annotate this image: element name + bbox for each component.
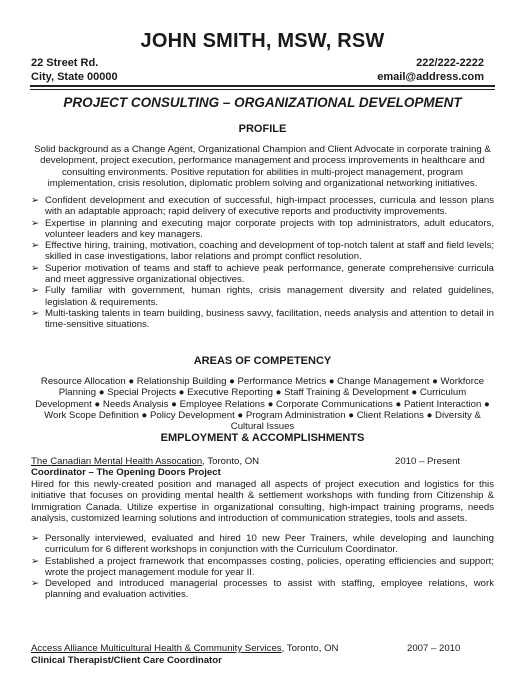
- arrow-bullet-icon: ➢: [31, 262, 40, 274]
- profile-heading: PROFILE: [238, 123, 287, 135]
- job-header: [31, 643, 494, 654]
- header-rule-top: [30, 85, 495, 87]
- job-description: Hired for this newly-created position and managed all aspects of project execution and logistics for this initiative that focuses on providing mental health & settlement workshops with funding from Citizenship & Immigration Canada. Utilize expertise in organizational consulting, high-impact training programs, needs analysis, customized learning solutions and introduction of communication strategies, tools and assets.: [31, 479, 494, 524]
- competency-list: Resource Allocation ● Relationship Building ● Performance Metrics ● Change Management ● Workforce Planning ● Special Projects ● Executive Reporting ● Staff Training & Development ● Curriculum Development ● Needs Analysis ● Employee Relations ● Corporate Communications ● Patient Interaction ● Work Scope Definition ● Policy Development ● Program Administration ● Client Relations ● Diversity & Cultural Issues: [35, 376, 490, 433]
- list-item: ➢ Established a project framework that encompasses costing, policies, operating efficiencies and support; wrote the project management module for year II.: [31, 555, 494, 578]
- phone-number: 222/222-2222: [416, 57, 484, 69]
- list-item: ➢ Developed and introduced managerial processes to assist with staffing, employee relations, work planning and evaluation activities.: [31, 578, 494, 601]
- job-title: Clinical Therapist/Client Care Coordinator: [31, 655, 222, 666]
- list-item: ➢ Confident development and execution of successful, high-impact processes, curricula and lesson plans with an adaptable approach; rapid delivery of executive reports and productivity improvements.: [31, 195, 494, 218]
- email-address: email@address.com: [377, 71, 484, 83]
- competency-heading: AREAS OF COMPETENCY: [193, 355, 332, 367]
- employer-location: , Toronto, ON: [281, 643, 339, 654]
- employment-heading: EMPLOYMENT & ACCOMPLISHMENTS: [160, 432, 365, 444]
- arrow-bullet-icon: ➢: [31, 533, 40, 544]
- job-bullets: [31, 533, 494, 601]
- address-line-2: City, State 00000: [31, 71, 118, 83]
- address-block: [31, 56, 118, 84]
- profile-bullets: [31, 195, 494, 331]
- list-item: ➢ Expertise in planning and executing major corporate projects with top administrators, adult educators, volunteer leaders and key managers.: [31, 217, 494, 240]
- list-item: ➢ Fully familiar with government, human rights, crisis management diversity and related guidelines, legislation & requirements.: [31, 285, 494, 308]
- list-item: ➢ Personally interviewed, evaluated and hired 10 new Peer Trainers, while developing and launching curriculum for 6 different workshops in conjunction with the Curriculum Coordinator.: [31, 533, 494, 556]
- employer-name: The Canadian Mental Health Assocation: [31, 456, 203, 467]
- contact-block: [377, 56, 484, 84]
- address-line-1: 22 Street Rd.: [31, 57, 99, 69]
- arrow-bullet-icon: ➢: [31, 195, 40, 206]
- job-title: Coordinator – The Opening Doors Project: [31, 467, 221, 478]
- list-item: ➢ Effective hiring, training, motivation, coaching and development of top-notch talent at staff and field levels; skilled in case investigations, labor relations and prompt conflict resolution.: [31, 240, 494, 263]
- arrow-bullet-icon: ➢: [31, 217, 40, 229]
- headline: PROJECT CONSULTING – ORGANIZATIONAL DEVELOPMENT: [63, 95, 462, 110]
- employer-location: , Toronto, ON: [202, 456, 260, 467]
- header-rule-bottom: [30, 89, 495, 90]
- candidate-name: JOHN SMITH, MSW, RSW: [140, 30, 385, 52]
- arrow-bullet-icon: ➢: [31, 240, 40, 252]
- list-item: ➢ Multi-tasking talents in team building, business savvy, facilitation, needs analysis and attention to detail in time-sensitive situations.: [31, 307, 494, 331]
- profile-summary: Solid background as a Change Agent, Organizational Champion and Client Advocate in corporate training & development, project execution, performance management and process improvements in healthcare and consulting environments. Positive reputation for abilities in multi-project management, program implementation, crisis resolution, diplomatic problem solving and organizational networking initiatives.: [34, 144, 491, 189]
- arrow-bullet-icon: ➢: [31, 578, 40, 590]
- arrow-bullet-icon: ➢: [31, 285, 40, 297]
- employer-name: Access Alliance Multicultural Health & Community Services: [31, 643, 282, 654]
- job-dates: 2007 – 2010: [407, 643, 461, 654]
- arrow-bullet-icon: ➢: [31, 307, 40, 319]
- job-header: [31, 456, 494, 467]
- list-item: ➢ Superior motivation of teams and staff to achieve peak performance, generate comprehensive curricula and meet aggressive organizational objectives.: [31, 262, 494, 286]
- arrow-bullet-icon: ➢: [31, 555, 40, 567]
- job-dates: 2010 – Present: [395, 456, 461, 467]
